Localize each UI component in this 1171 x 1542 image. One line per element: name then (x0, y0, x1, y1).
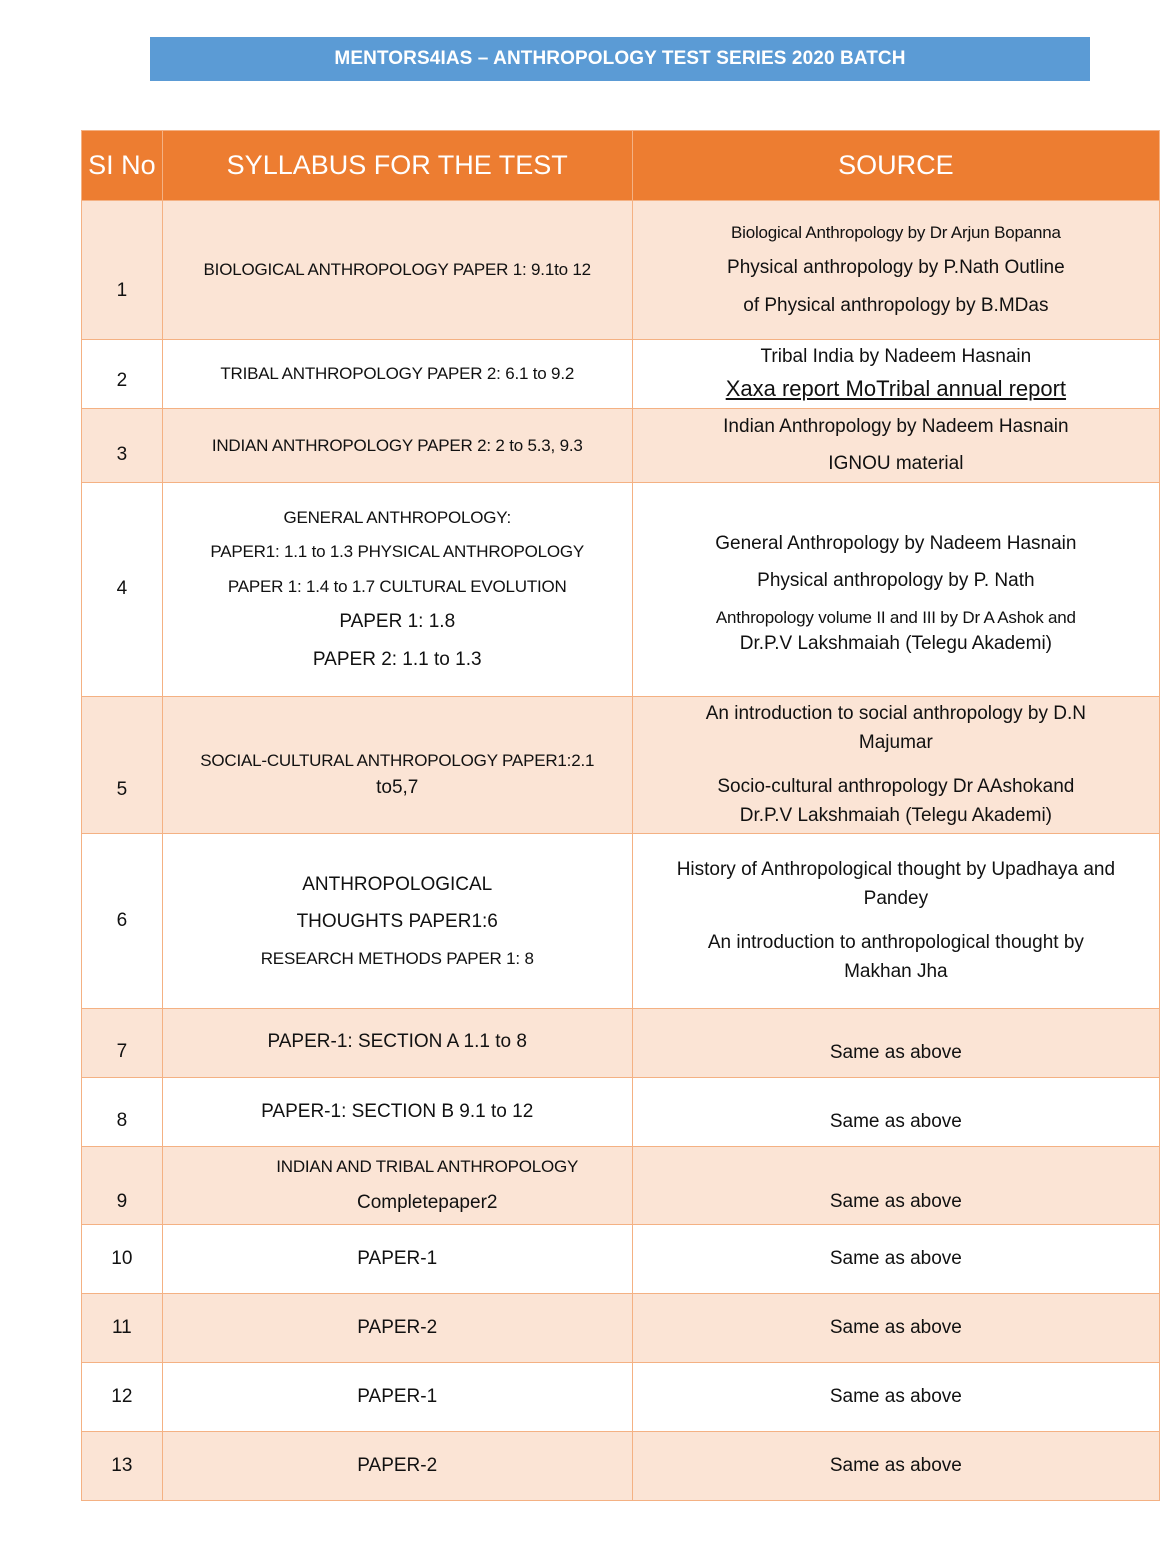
table-row (82, 340, 1160, 409)
serial-number-cell: 12 (82, 1363, 163, 1432)
syllabus-cell (162, 1432, 632, 1501)
syllabus-line: PAPER-1 (357, 1247, 438, 1269)
test-schedule-table (81, 130, 1160, 1501)
table-row (82, 697, 1160, 834)
column-header-sl-no: SI No (82, 131, 163, 201)
syllabus-line: PAPER 1: 1.8 (339, 611, 456, 633)
source-line: Same as above (829, 1110, 962, 1132)
source-cell (632, 1432, 1159, 1501)
serial-number-cell: 5 (82, 697, 163, 834)
source-line: Same as above (829, 1041, 962, 1063)
syllabus-line: PAPER-1: SECTION B 9.1 to 12 (261, 1100, 534, 1122)
source-line: Same as above (829, 1191, 962, 1213)
table-row (82, 483, 1160, 697)
source-line: Makhan Jha (844, 960, 948, 982)
table-row (82, 409, 1160, 483)
syllabus-line: PAPER-1 (357, 1385, 438, 1407)
source-line: Socio-cultural anthropology Dr AAshokand (717, 776, 1075, 797)
syllabus-line: THOUGHTS PAPER1:6 (296, 911, 498, 933)
syllabus-line: PAPER 1: 1.4 to 1.7 CULTURAL EVOLUTION (227, 576, 567, 596)
source-cell (632, 1078, 1159, 1147)
syllabus-line: PAPER-2 (357, 1454, 438, 1476)
table-row (82, 1078, 1160, 1147)
table-row (82, 1432, 1160, 1501)
source-line: of Physical anthropology by B.MDas (743, 294, 1049, 316)
source-line: Same as above (829, 1454, 962, 1476)
table-row (82, 201, 1160, 340)
source-line: Same as above (829, 1247, 962, 1269)
table-row (82, 834, 1160, 1009)
serial-number-cell: 1 (82, 201, 163, 340)
source-line: Majumar (858, 731, 933, 753)
table-row (82, 1147, 1160, 1225)
syllabus-cell (162, 409, 632, 483)
syllabus-line: PAPER1: 1.1 to 1.3 PHYSICAL ANTHROPOLOGY (210, 542, 585, 562)
source-cell (632, 697, 1159, 834)
syllabus-line: INDIAN AND TRIBAL ANTHROPOLOGY (276, 1156, 579, 1176)
serial-number-cell: 8 (82, 1078, 163, 1147)
serial-number-cell: 2 (82, 340, 163, 409)
serial-number-cell: 11 (82, 1294, 163, 1363)
source-cell (632, 1294, 1159, 1363)
source-line: Pandey (863, 887, 929, 909)
syllabus-line: to5,7 (376, 776, 419, 798)
source-line: Same as above (829, 1385, 962, 1407)
source-line: An introduction to anthropological thought by (707, 932, 1084, 953)
source-line: An introduction to social anthropology by D.N (705, 703, 1086, 724)
source-cell (632, 1147, 1159, 1225)
source-cell (632, 1009, 1159, 1078)
table-row (82, 1363, 1160, 1432)
source-cell (632, 834, 1159, 1009)
syllabus-line: Completepaper2 (356, 1192, 498, 1213)
syllabus-cell (162, 1294, 632, 1363)
source-line: Indian Anthropology by Nadeem Hasnain (723, 416, 1069, 437)
source-cell (632, 1363, 1159, 1432)
serial-number-cell: 9 (82, 1147, 163, 1225)
source-line: Same as above (829, 1316, 962, 1338)
serial-number-cell: 10 (82, 1225, 163, 1294)
syllabus-cell (162, 697, 632, 834)
serial-number-cell: 4 (82, 483, 163, 697)
column-header-source: SOURCE (632, 131, 1159, 201)
table-header-row (82, 131, 1160, 201)
source-line: History of Anthropological thought by Upadhaya and (676, 859, 1116, 880)
syllabus-line: SOCIAL-CULTURAL ANTHROPOLOGY PAPER1:2.1 (200, 751, 595, 770)
serial-number-cell: 3 (82, 409, 163, 483)
serial-number-cell: 13 (82, 1432, 163, 1501)
source-line: IGNOU material (828, 452, 964, 474)
syllabus-cell (162, 834, 632, 1009)
syllabus-line: TRIBAL ANTHROPOLOGY PAPER 2: 6.1 to 9.2 (220, 364, 575, 384)
source-line: Anthropology volume II and III by Dr A Ashok and (715, 607, 1076, 627)
syllabus-line: PAPER-1: SECTION A 1.1 to 8 (267, 1030, 527, 1052)
syllabus-cell (162, 201, 632, 340)
table-row (82, 1009, 1160, 1078)
source-line: Physical anthropology by P. Nath (757, 570, 1035, 591)
serial-number-cell: 7 (82, 1009, 163, 1078)
table-row (82, 1225, 1160, 1294)
syllabus-line: BIOLOGICAL ANTHROPOLOGY PAPER 1: 9.1to 12 (203, 260, 591, 280)
source-cell (632, 483, 1159, 697)
page-title: MENTORS4IAS – ANTHROPOLOGY TEST SERIES 2020 BATCH (334, 48, 906, 69)
syllabus-cell (162, 1225, 632, 1294)
source-line: Tribal India by Nadeem Hasnain (760, 346, 1032, 368)
syllabus-cell (162, 1078, 632, 1147)
table-row (82, 1294, 1160, 1363)
source-cell (632, 201, 1159, 340)
source-line: General Anthropology by Nadeem Hasnain (715, 532, 1077, 554)
source-link[interactable]: Xaxa report MoTribal annual report (725, 375, 1067, 401)
source-cell (632, 409, 1159, 483)
source-line: Biological Anthropology by Dr Arjun Bopanna (731, 222, 1061, 242)
syllabus-cell (162, 483, 632, 697)
syllabus-cell (162, 340, 632, 409)
source-cell (632, 1225, 1159, 1294)
source-line: Dr.P.V Lakshmaiah (Telegu Akademi) (739, 633, 1052, 654)
syllabus-line: GENERAL ANTHROPOLOGY: (283, 507, 512, 527)
syllabus-cell (162, 1147, 632, 1225)
syllabus-line: PAPER-2 (357, 1316, 438, 1338)
syllabus-line: ANTHROPOLOGICAL (302, 873, 493, 895)
syllabus-line: PAPER 2: 1.1 to 1.3 (312, 648, 482, 670)
source-line: Dr.P.V Lakshmaiah (Telegu Akademi) (739, 804, 1052, 826)
serial-number-cell: 6 (82, 834, 163, 1009)
column-header-syllabus: SYLLABUS FOR THE TEST (162, 131, 632, 201)
syllabus-cell (162, 1363, 632, 1432)
syllabus-cell (162, 1009, 632, 1078)
syllabus-line: INDIAN ANTHROPOLOGY PAPER 2: 2 to 5.3, 9.3 (211, 435, 583, 455)
source-line: Physical anthropology by P.Nath Outline (727, 257, 1065, 279)
title-banner (150, 37, 1090, 81)
source-cell (632, 340, 1159, 409)
syllabus-line: RESEARCH METHODS PAPER 1: 8 (260, 948, 534, 968)
